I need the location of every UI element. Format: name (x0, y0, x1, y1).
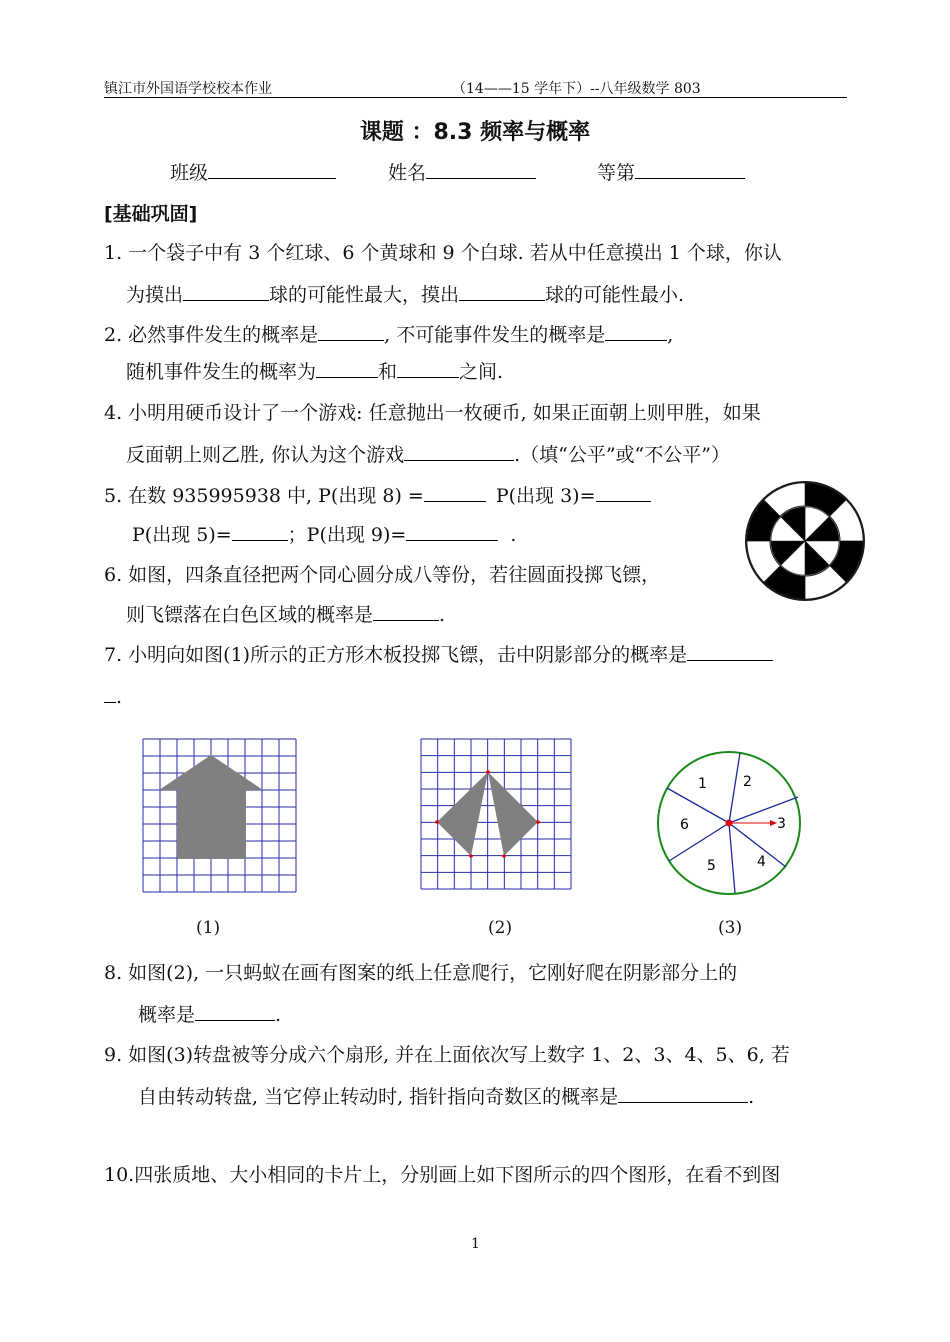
vertex-dot (502, 854, 506, 858)
q5-blank-1[interactable] (424, 483, 486, 502)
q8-text-a: 概率是 (138, 1004, 196, 1026)
q2-text-f: 之间. (459, 361, 504, 383)
q7-blank-2[interactable] (104, 684, 116, 703)
caption-1: (1) (196, 918, 221, 938)
q8-line2 (138, 1000, 281, 1027)
vertex-dot (486, 770, 490, 774)
class-blank[interactable] (208, 160, 336, 179)
figure-3-spinner (656, 750, 802, 896)
q1-text-c: 球的可能性最小. (545, 284, 685, 306)
grade-blank[interactable] (635, 160, 745, 179)
left-triangle (437, 772, 488, 856)
header-school: 镇江市外国语学校校本作业 (104, 81, 272, 97)
q2-text-e: 和 (378, 361, 398, 383)
q2-line1 (104, 320, 673, 347)
q5-text-e: . (510, 524, 517, 546)
sector-label-1: 1 (698, 776, 707, 792)
target-inner-sectors (771, 507, 839, 575)
header-term: （14——15 学年下）--八年级数学 803 (452, 81, 701, 97)
q5-text-c: P(出现 5)= (132, 524, 232, 546)
page-number: 1 (471, 1236, 480, 1252)
q9-text-b: . (748, 1086, 755, 1108)
q2-text-a: 2. 必然事件发生的概率是 (104, 324, 319, 346)
q8-line1: 8. 如图(2), 一只蚂蚁在画有图案的纸上任意爬行，它刚好爬在阴影部分上的 (104, 962, 738, 984)
q7-line1 (104, 640, 773, 667)
figure-2-triangles-grid (420, 738, 572, 890)
q2-blank-2[interactable] (605, 322, 667, 341)
grade-label: 等第 (597, 162, 636, 184)
caption-2: (2) (488, 918, 513, 938)
q5-text-a: 5. 在数 935995938 中, P(出现 8) = (104, 485, 424, 507)
q2-text-c: , (667, 324, 674, 346)
sector-label-3: 3 (777, 816, 786, 832)
q4-line1: 4. 小明用硬币设计了一个游戏: 任意抛出一枚硬币, 如果正面朝上则甲胜，如果 (104, 402, 761, 424)
q9-text-a: 自由转动转盘, 当它停止转动时, 指针指向奇数区的概率是 (138, 1086, 619, 1108)
caption-3: (3) (718, 918, 743, 938)
q4-line2 (126, 440, 730, 467)
q6-blank[interactable] (373, 602, 439, 621)
figure-1-house-grid (142, 738, 298, 894)
q7-text: 7. 小明向如图(1)所示的正方形木板投掷飞镖，击中阴影部分的概率是 (104, 644, 688, 666)
q7-line2 (104, 684, 122, 708)
q2-blank-1[interactable] (318, 322, 384, 341)
q5-line2 (132, 520, 516, 547)
info-class (170, 158, 336, 185)
q10-line1: 10.四张质地、大小相同的卡片上，分别画上如下图所示的四个图形，在看不到图 (104, 1164, 781, 1186)
q9-line2 (138, 1082, 754, 1109)
q5-text-d: ；P(出现 9)= (287, 524, 407, 546)
q1-line1: 1. 一个袋子中有 3 个红球、6 个黄球和 9 个白球. 若从中任意摸出 1 个球，你认 (104, 242, 782, 264)
spinner-center (726, 820, 733, 827)
sector-label-4: 4 (757, 854, 766, 870)
class-label: 班级 (170, 162, 209, 184)
q5-line1 (104, 481, 651, 508)
info-grade (597, 158, 745, 185)
q5-blank-4[interactable] (406, 522, 498, 541)
q5-text-b: P(出现 3)= (495, 485, 596, 507)
name-blank[interactable] (426, 160, 536, 179)
right-triangle (488, 772, 538, 856)
q6-text-b: . (439, 604, 446, 626)
header-rule (104, 97, 847, 98)
q2-blank-4[interactable] (397, 359, 459, 378)
q8-text-b: . (275, 1004, 282, 1026)
q7-dot: . (116, 686, 123, 708)
name-label: 姓名 (388, 162, 427, 184)
q8-blank[interactable] (195, 1002, 275, 1021)
q4-text-b: .（填“公平”或“不公平”） (514, 444, 730, 466)
vertex-dot (469, 854, 473, 858)
sector-label-6: 6 (680, 817, 689, 833)
q1-blank-2[interactable] (459, 282, 545, 301)
q7-blank-1[interactable] (687, 642, 773, 661)
q5-blank-3[interactable] (232, 522, 288, 541)
q6-line1: 6. 如图，四条直径把两个同心圆分成八等份，若往圆面投掷飞镖， (104, 564, 661, 586)
info-name (388, 158, 536, 185)
q6-text-a: 则飞镖落在白色区域的概率是 (126, 604, 374, 626)
q6-line2 (126, 600, 445, 627)
q9-line1: 9. 如图(3)转盘被等分成六个扇形, 并在上面依次写上数字 1、2、3、4、5、6, 若 (104, 1044, 790, 1066)
q2-blank-3[interactable] (316, 359, 378, 378)
q1-blank-1[interactable] (183, 282, 269, 301)
vertex-dot (435, 820, 439, 824)
q2-text-b: , 不可能事件发生的概率是 (384, 324, 606, 346)
section-heading: [基础巩固] (104, 203, 198, 225)
q4-text-a: 反面朝上则乙胜, 你认为这个游戏 (126, 444, 405, 466)
vertex-dot (536, 820, 540, 824)
q5-blank-2[interactable] (596, 483, 651, 502)
q9-blank[interactable] (618, 1084, 748, 1103)
q1-text-b: 球的可能性最大，摸出 (269, 284, 460, 306)
q1-line2 (126, 280, 684, 307)
q2-line2 (126, 357, 503, 384)
sector-label-2: 2 (743, 774, 752, 790)
q2-text-d: 随机事件发生的概率为 (126, 361, 317, 383)
q4-blank[interactable] (404, 442, 514, 461)
sector-label-5: 5 (707, 858, 716, 874)
target-figure (744, 480, 866, 602)
page-title: 课题 ：8.3 频率与概率 (359, 120, 591, 145)
q1-text-a: 为摸出 (126, 284, 184, 306)
